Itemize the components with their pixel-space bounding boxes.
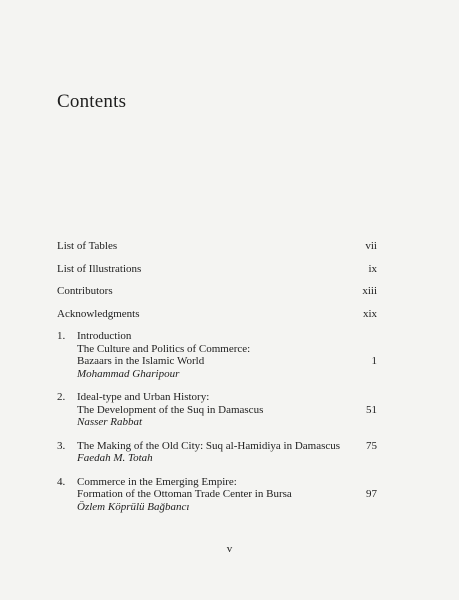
chapter-entry-4 [57,476,377,514]
entry-page-number: ix [368,262,377,275]
entry-title: List of Illustrations [57,262,142,275]
page-title: Contents [57,91,127,112]
entry-page-number: vii [365,240,377,252]
front-matter-entry-contributors [57,285,377,308]
chapter-number: 2. [57,391,66,403]
chapter-list [57,330,377,524]
chapter-author: Özlem Köprülü Bağbancı [77,500,190,513]
chapter-author: Faedah M. Totah [77,452,153,464]
entry-page-number: xiii [362,285,377,297]
front-matter-entry-illustrations [57,263,377,286]
chapter-number: 3. [57,439,66,452]
chapter-title-line: The Culture and Politics of Commerce: [77,342,251,355]
chapter-title-line: Ideal-type and Urban History: [77,391,210,403]
entry-title: List of Tables [57,240,118,252]
chapter-author: Nasser Rabbat [77,416,143,428]
chapter-page-number: 75 [366,439,377,452]
page-folio: v [226,543,233,555]
chapter-page-number: 97 [366,488,377,500]
chapter-page-number: 51 [366,403,377,416]
chapter-title-line: Formation of the Ottoman Trade Center in Bursa [77,488,292,500]
chapter-number: 4. [57,475,66,488]
front-matter-list [57,240,377,330]
front-matter-entry-acknowledgments [57,308,377,331]
chapter-title-line: The Development of the Suq in Damascus [77,403,264,416]
chapter-entry-3 [57,440,377,465]
chapter-title-line: Commerce in the Emerging Empire: [77,475,237,488]
front-matter-entry-tables [57,240,377,263]
chapter-author: Mohammad Gharipour [77,367,180,380]
chapter-entry-2 [57,391,377,429]
entry-page-number: xix [362,307,377,320]
chapter-entry-1 [57,330,377,380]
entry-title: Acknowledgments [57,307,140,320]
chapter-title-line: Bazaars in the Islamic World [77,355,205,367]
chapter-page-number: 1 [371,355,377,367]
chapter-number: 1. [57,330,66,342]
chapter-title-line: The Making of the Old City: Suq al-Hamidiya in Damascus [77,439,341,452]
chapter-title-line: Introduction [77,330,132,342]
entry-title: Contributors [57,285,113,297]
